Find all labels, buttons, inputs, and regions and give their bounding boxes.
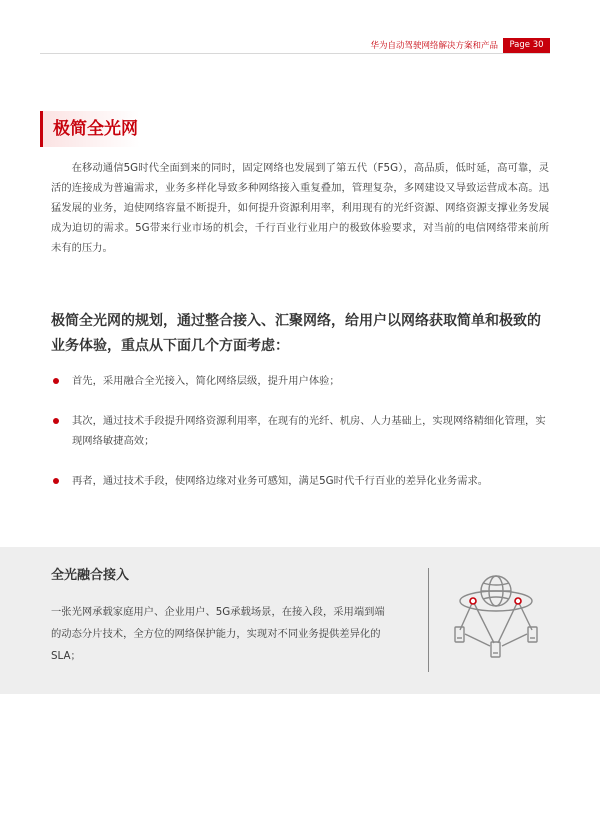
list-item	[51, 471, 549, 491]
list-item-text: 其次，通过技术手段提升网络资源利用率，在现有的光纤、机房、人力基础上，实现网络精细化管理，实现网络敏捷高效；	[72, 415, 546, 447]
feature-panel-text: 一张光网承载家庭用户、企业用户、5G承载场景，在接入段，采用端到端的动态分片技术，全方位的网络保护能力，实现对不同业务提供差异化的SLA；	[51, 606, 385, 662]
section-heading	[40, 111, 140, 147]
bullet-dot-icon	[53, 418, 59, 424]
lead-statement: 极简全光网的规划，通过整合接入、汇聚网络，给用户以网络获取简单和极致的业务体验，重点从下面几个方面考虑：	[51, 313, 541, 354]
bullet-dot-icon	[53, 378, 59, 384]
page-number-badge: Page 30	[503, 38, 550, 53]
running-header-title: 华为自动驾驶网络解决方案和产品	[370, 41, 498, 51]
section-title: 极简全光网	[53, 119, 138, 139]
list-item	[51, 411, 549, 451]
panel-divider	[428, 568, 429, 672]
consideration-list	[51, 371, 549, 491]
feature-panel-title: 全光融合接入	[51, 568, 130, 583]
network-globe-icon	[452, 566, 540, 660]
list-item-text: 首先，采用融合全光接入，简化网络层级，提升用户体验；	[72, 375, 340, 387]
header-rule	[40, 53, 550, 54]
intro-paragraph: 在移动通信5G时代全面到来的同时，固定网络也发展到了第五代（F5G），高品质，低时延，高可靠，灵活的连接成为普遍需求，业务多样化导致多种网络接入重复叠加，管理复杂，多网建设又导致运营成本高。迅猛发展的业务，迫使网络容量不断提升，如何提升资源利用率，利用现有的光纤资源、网络资源支撑业务发展成为迫切的需求。5G带来行业市场的机会，千行百业行业用户的极致体验要求，对当前的电信网络带来前所未有的压力。	[51, 162, 549, 254]
list-item-text: 再者，通过技术手段，使网络边缘对业务可感知，满足5G时代千行百业的差异化业务需求。	[72, 475, 489, 487]
list-item	[51, 371, 549, 391]
bullet-dot-icon	[53, 478, 59, 484]
